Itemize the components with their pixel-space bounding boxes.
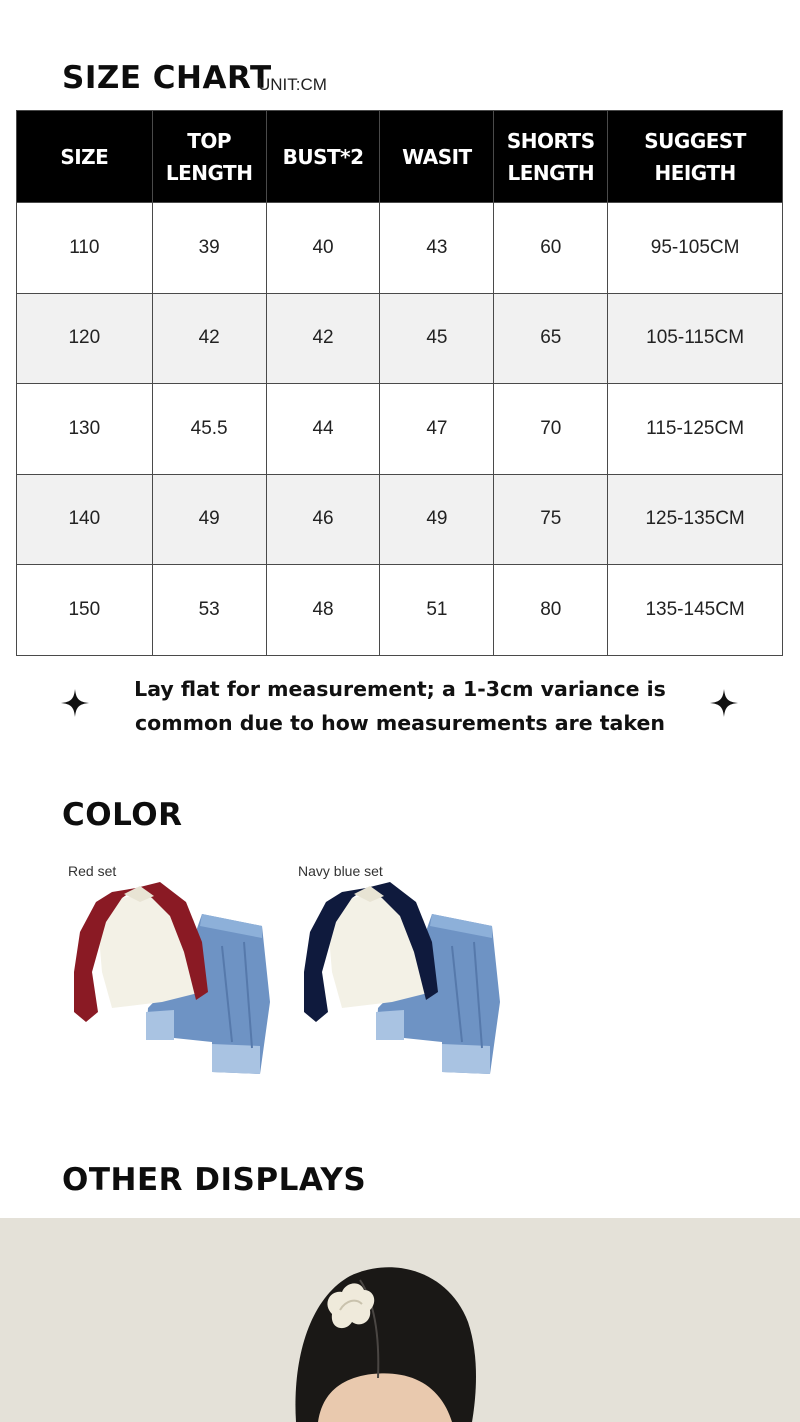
cell-size: 130: [17, 384, 153, 475]
cell-suggest-height: 135-145CM: [608, 565, 783, 656]
cell-bust: 46: [266, 474, 380, 565]
red-set-outfit-image: [62, 862, 282, 1082]
table-row: [17, 565, 783, 656]
cell-top-length: 53: [152, 565, 266, 656]
cell-shorts-length: 70: [494, 384, 608, 475]
measurement-note: Lay flat for measurement; a 1-3cm variance is common due to how measurements are taken: [134, 677, 666, 735]
display-photo: [0, 1218, 800, 1422]
cell-waist: 47: [380, 384, 494, 475]
color-option-red-set[interactable]: [62, 862, 282, 1082]
cell-top-length: 42: [152, 293, 266, 384]
header-size: SIZE: [17, 111, 153, 203]
cell-size: 110: [17, 203, 153, 294]
four-point-star-icon: [60, 688, 90, 718]
table-row: [17, 384, 783, 475]
cell-top-length: 39: [152, 203, 266, 294]
cell-bust: 40: [266, 203, 380, 294]
cell-top-length: 45.5: [152, 384, 266, 475]
color-section-title: COLOR: [62, 797, 183, 833]
table-row: [17, 203, 783, 294]
header-top-length: TOP LENGTH: [152, 111, 266, 203]
header-waist: WASIT: [380, 111, 494, 203]
navy-blue-set-outfit-image: [292, 862, 512, 1082]
four-point-star-icon: [709, 688, 739, 718]
cell-waist: 49: [380, 474, 494, 565]
cell-size: 150: [17, 565, 153, 656]
cell-top-length: 49: [152, 474, 266, 565]
table-row: [17, 293, 783, 384]
header-shorts-length: SHORTS LENGTH: [494, 111, 608, 203]
size-table: [16, 110, 783, 656]
child-photo-image: [0, 1218, 800, 1422]
cell-bust: 42: [266, 293, 380, 384]
cell-waist: 43: [380, 203, 494, 294]
cell-size: 120: [17, 293, 153, 384]
cell-shorts-length: 80: [494, 565, 608, 656]
header-suggest-height: SUGGEST HEIGTH: [608, 111, 783, 203]
table-row: [17, 474, 783, 565]
cell-bust: 48: [266, 565, 380, 656]
cell-waist: 51: [380, 565, 494, 656]
cell-suggest-height: 125-135CM: [608, 474, 783, 565]
color-option-navy-blue-set[interactable]: [292, 862, 512, 1082]
cell-shorts-length: 65: [494, 293, 608, 384]
unit-label: UNIT:CM: [258, 75, 327, 94]
other-displays-title: OTHER DISPLAYS: [62, 1162, 367, 1198]
table-header-row: [17, 111, 783, 203]
size-chart-title: SIZE CHART: [62, 60, 272, 96]
cell-size: 140: [17, 474, 153, 565]
cell-waist: 45: [380, 293, 494, 384]
color-option-label: Navy blue set: [298, 863, 383, 879]
cell-suggest-height: 115-125CM: [608, 384, 783, 475]
cell-suggest-height: 95-105CM: [608, 203, 783, 294]
cell-shorts-length: 60: [494, 203, 608, 294]
cell-bust: 44: [266, 384, 380, 475]
header-bust: BUST*2: [266, 111, 380, 203]
cell-shorts-length: 75: [494, 474, 608, 565]
color-option-label: Red set: [68, 863, 117, 879]
cell-suggest-height: 105-115CM: [608, 293, 783, 384]
